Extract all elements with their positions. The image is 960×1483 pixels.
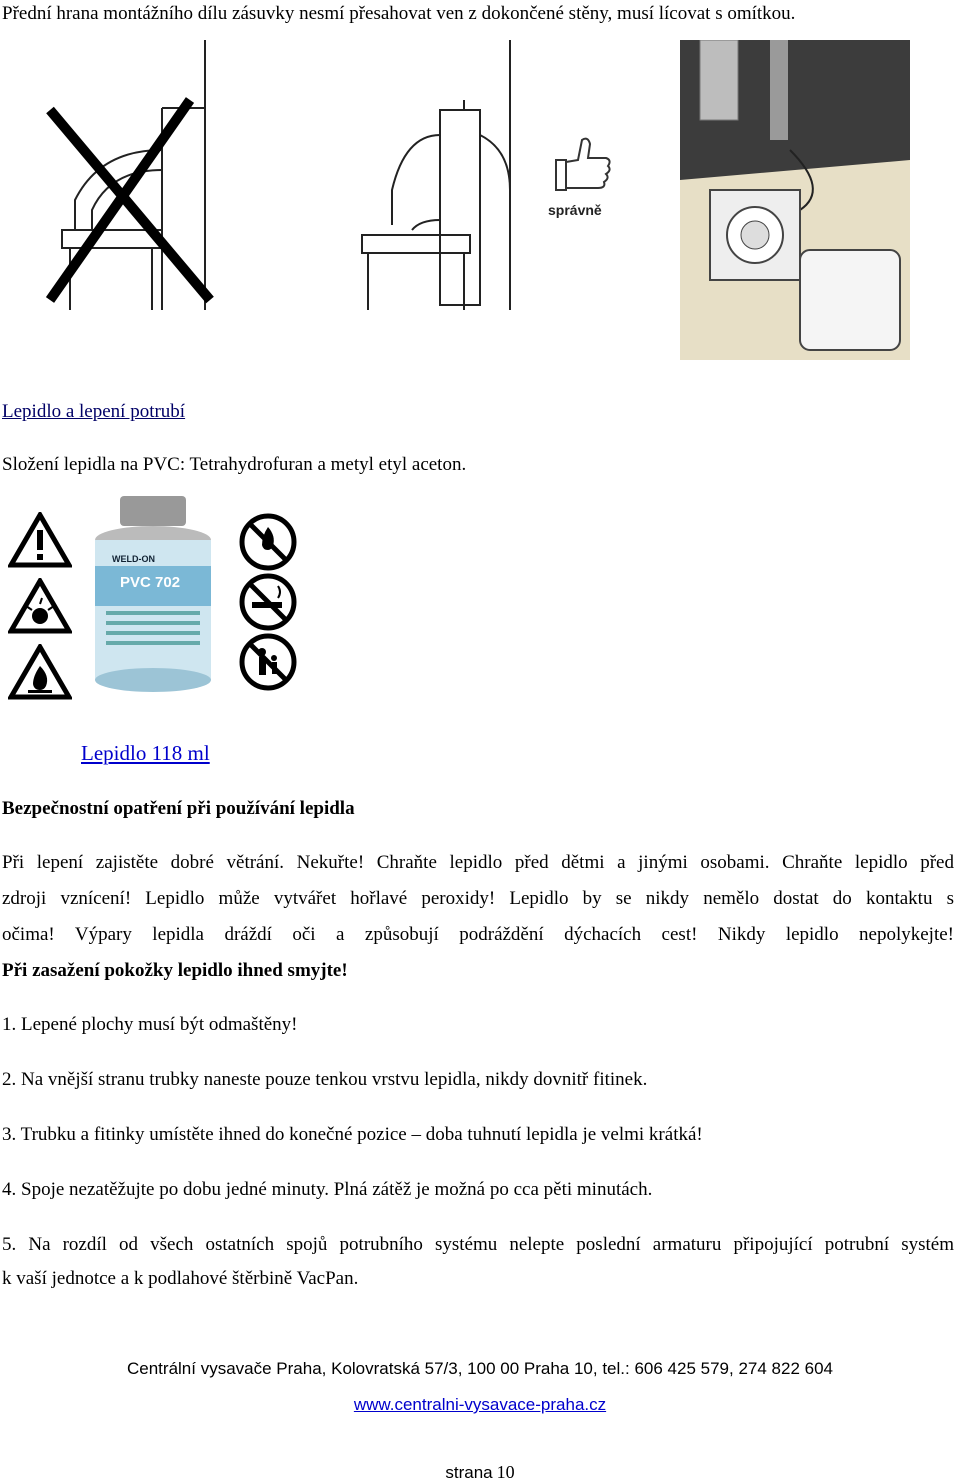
safety-heading: Bezpečnostní opatření při používání lepidla <box>2 798 355 819</box>
step-4: 4. Spoje nezatěžujte po dobu jedné minuty. Plná zátěž je možná po cca pěti minutách. <box>2 1179 653 1200</box>
top-note: Přední hrana montážního dílu zásuvky nesmí přesahovat ven z dokončené stěny, musí lícovat s omítkou. <box>2 3 796 24</box>
step-5-line-1: 5. Na rozdíl od všech ostatních spojů potrubního systému nelepte poslední armaturu připojující potrubní systém <box>2 1234 954 1255</box>
no-smoking-icon <box>238 572 298 632</box>
section-heading[interactable]: Lepidlo a lepení potrubí <box>2 401 186 422</box>
glue-can-photo <box>92 496 214 696</box>
step-1: 1. Lepené plochy musí být odmaštěny! <box>2 1014 298 1035</box>
step-5-line-2: k vaší jednotce a k podlahové štěrbině VacPan. <box>2 1268 359 1289</box>
warning-exclamation-icon <box>8 512 72 568</box>
prohibition-pictograms <box>238 512 298 692</box>
correct-label: správně <box>548 202 602 218</box>
correct-installation-diagram <box>340 40 540 310</box>
cross-mark-icon <box>40 40 220 310</box>
composition-text: Složení lepidla na PVC: Tetrahydrofuran a metyl etyl aceton. <box>2 454 467 475</box>
step-3: 3. Trubku a fitinky umístěte ihned do konečné pozice – doba tuhnutí lepidla je velmi krátká! <box>2 1124 703 1145</box>
safety-line-1: Při lepení zajistěte dobré větrání. Nekuřte! Chraňte lepidlo před dětmi a jinými osobami. Chraňte lepidlo před <box>2 852 954 873</box>
page-label: strana <box>445 1463 493 1482</box>
explosive-hazard-icon <box>8 578 72 634</box>
no-fire-icon <box>238 512 298 572</box>
thumbs-up-icon <box>548 130 618 200</box>
wrong-installation-diagram <box>40 40 220 310</box>
flammable-hazard-icon <box>8 644 72 700</box>
page-number <box>0 1462 960 1483</box>
can-brand: WELD-ON <box>112 554 155 564</box>
thumbs-up-badge <box>548 130 618 230</box>
step-2: 2. Na vnější stranu trubky naneste pouze tenkou vrstvu lepidla, nikdy dovnitř fitinek. <box>2 1069 648 1090</box>
wall-socket-photo <box>680 40 910 360</box>
can-product: PVC 702 <box>120 574 181 591</box>
footer-website-link[interactable]: www.centralni-vysavace-praha.cz <box>353 1395 607 1414</box>
product-link[interactable]: Lepidlo 118 ml <box>81 741 210 765</box>
safety-line-2: zdroji vznícení! Lepidlo může vytvářet hořlavé peroxidy! Lepidlo by se nikdy nemělo dostat do kontaktu s <box>2 888 954 909</box>
hazard-pictograms <box>8 512 72 700</box>
safety-line-3: očima! Výpary lepidla dráždí oči a způsobují podráždění dýchacích cest! Nikdy lepidlo nepolykejte! <box>2 924 954 945</box>
footer-website-wrapper <box>0 1394 960 1416</box>
safety-bold-line: Při zasažení pokožky lepidlo ihned smyjte! <box>2 960 348 981</box>
page-number-value: 10 <box>496 1462 515 1482</box>
footer-address: Centrální vysavače Praha, Kolovratská 57/3, 100 00 Praha 10, tel.: 606 425 579, 274 822 604 <box>127 1359 833 1378</box>
keep-away-children-icon <box>238 632 298 692</box>
